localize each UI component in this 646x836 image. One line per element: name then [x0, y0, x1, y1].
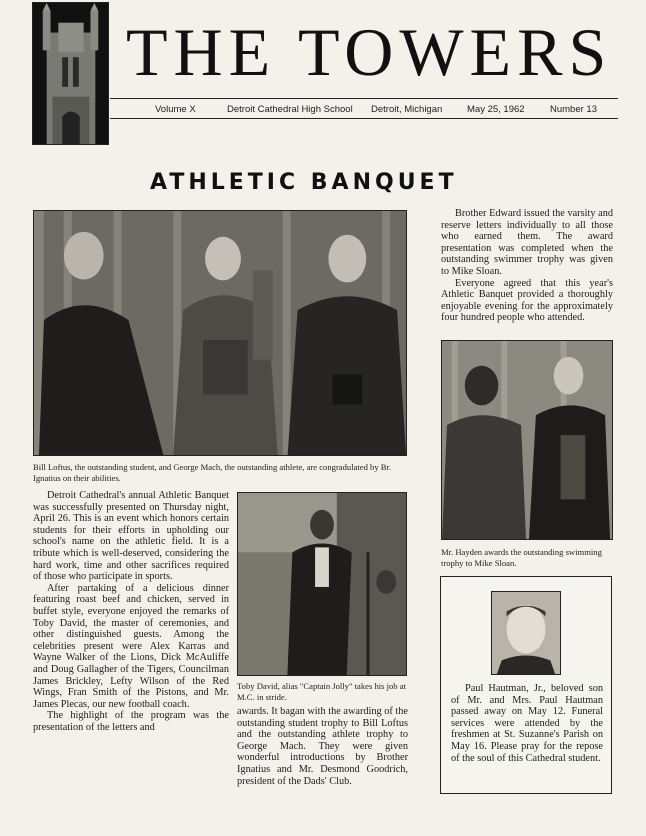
- main-photo-caption: Bill Loftus, the outstanding student, and George Mach, the outstanding athlete, are congradulated by Br. Ignatius on their abilities.: [33, 462, 392, 483]
- article-paragraph: Brother Edward issued the varsity and reserve letters individually to all those who earned them. The award presentation was completed when the outstanding swimmer trophy was given to Mike Sloan.: [441, 208, 613, 277]
- masthead-top-rule: [110, 98, 618, 99]
- toby-photo-caption: Toby David, alias "Captain Jolly" takes his job at M.C. in stride.: [237, 681, 406, 702]
- location-label: Detroit, Michigan: [371, 104, 443, 115]
- memorial-box: [440, 576, 612, 794]
- issue-number: Number 13: [550, 104, 597, 115]
- article-column-2: awards. It bagan with the awarding of the outstanding student trophy to Bill Loftus and the outstanding athlete trophy to George Mach. They were given wonderful introductions by Brother Ignatius and Mr. Desmond Goodrich, president of the Dads' Club.: [237, 706, 408, 787]
- toby-david-photo: [237, 492, 407, 676]
- volume-label: Volume X: [155, 104, 196, 115]
- article-column-3: [441, 208, 613, 324]
- memorial-text: Paul Hautman, Jr., beloved son of Mr. and Mrs. Paul Hautman passed away on May 12. Funeral services were attended by the freshmen at St. Suzanne's Parish on May 16. Please pray for the repose of the soul of this Cathedral student.: [451, 683, 603, 764]
- article-paragraph: After partaking of a delicious dinner featuring roast beef and chicken, served in buffet style, everyone enjoyed the remarks of Toby David, the master of ceremonies, and other distinguished guests. Among the celebrities present were Alex Karras and Wayne Walker of the Lions, Dick McAuliffe and Doug Gallagher of the Tigers, Councilman James Brickley, Lefty Wilson of the Red Wings, Fran Smith of the Pistons, and Mr. James Plecas, our new football coach.: [33, 582, 229, 710]
- article-headline: ATHLETIC BANQUET: [150, 170, 458, 195]
- article-column-1: [33, 490, 229, 733]
- newspaper-title: THE TOWERS: [126, 14, 613, 90]
- article-paragraph: The highlight of the program was the presentation of the letters and: [33, 710, 229, 733]
- masthead-bottom-rule: [110, 118, 618, 119]
- hayden-photo-caption: Mr. Hayden awards the outstanding swimming trophy to Mike Sloan.: [441, 547, 602, 568]
- cathedral-tower-image: [32, 2, 109, 145]
- trophy-presentation-photo: [33, 210, 407, 456]
- article-paragraph: Detroit Cathedral's annual Athletic Banquet was successfully presented on Thursday night, April 26. This is an event which honors certain students for their efforts in upholding our school's name on the athletic field. It is a tribute which is well-deserved, considering the hard work, time and other sacrifices required of those who participate in sports.: [33, 490, 229, 583]
- issue-date: May 25, 1962: [467, 104, 525, 115]
- article-paragraph: Everyone agreed that this year's Athletic Banquet provided a thoroughly enjoyable evening for the approximately four hundred people who attended.: [441, 277, 613, 324]
- memorial-portrait: [491, 591, 561, 675]
- school-name: Detroit Cathedral High School: [227, 104, 353, 115]
- swimming-trophy-photo: [441, 340, 613, 540]
